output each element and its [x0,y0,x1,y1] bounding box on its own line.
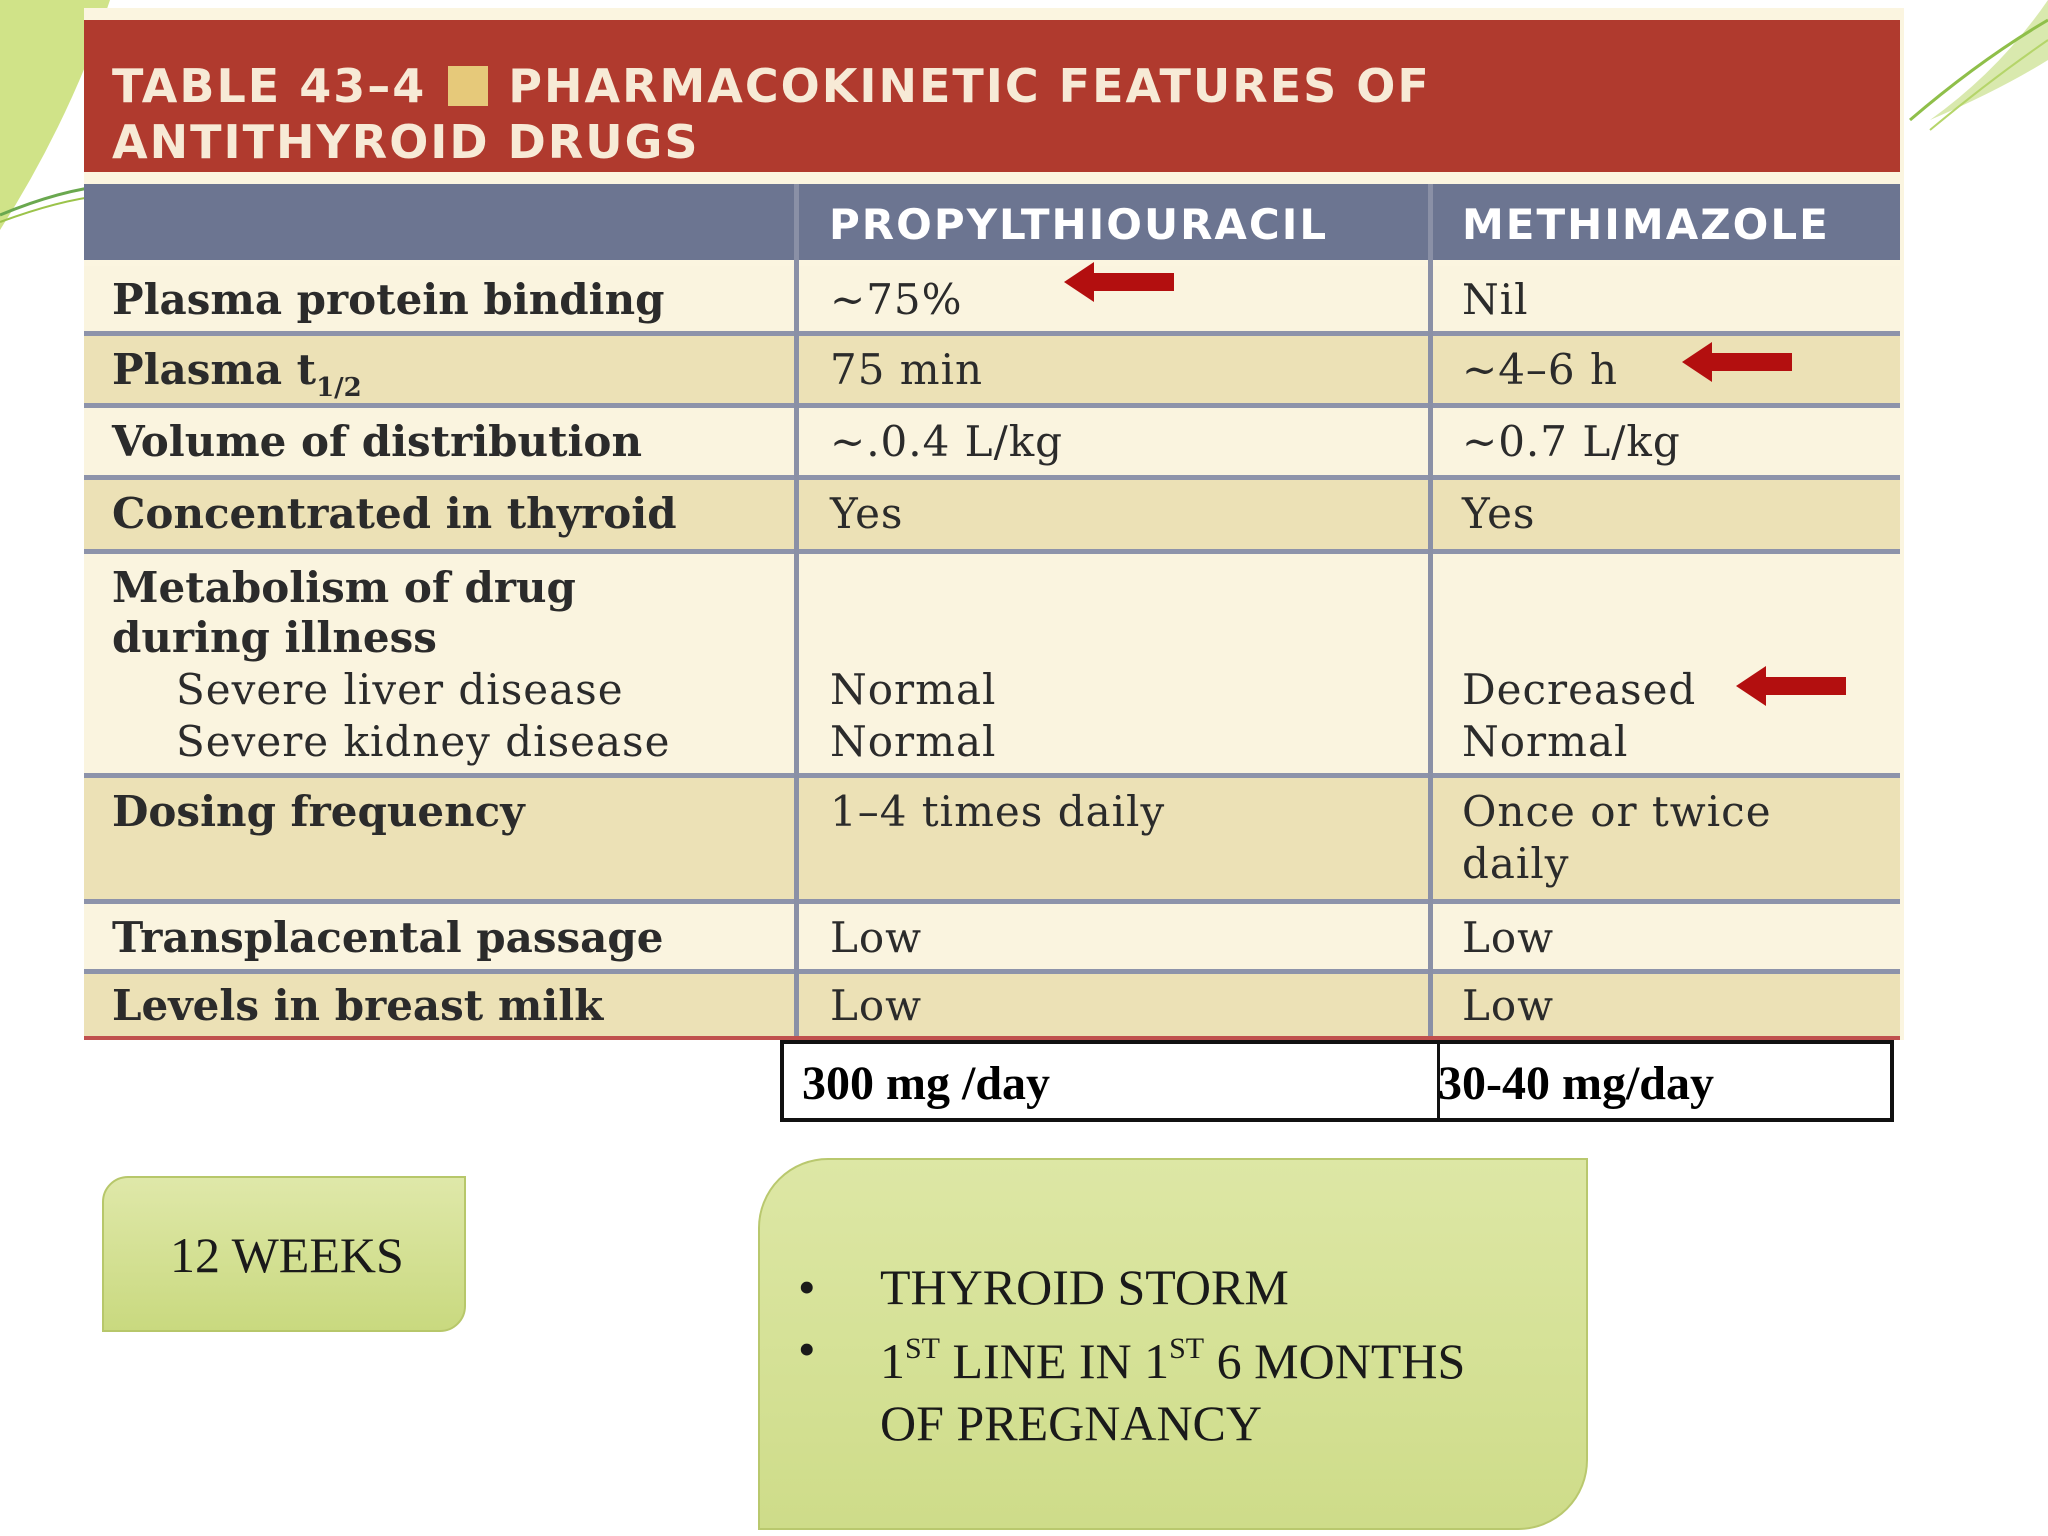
sub-label-kidney: Severe kidney disease [176,717,671,766]
row-label-text: Plasma t [112,345,317,394]
arrow-left-icon [1736,666,1846,706]
table-number: TABLE 43–4 [112,59,427,113]
row-label: Plasma protein binding [112,275,665,324]
column-divider [794,184,799,1036]
mmi-value: Low [1462,913,1555,962]
mmi-value: Nil [1462,275,1529,324]
table-row [84,554,1900,778]
mmi-value: Yes [1462,489,1536,538]
ptu-value: 1–4 times daily [830,787,1166,836]
sub-label-liver: Severe liver disease [176,665,624,714]
table-row [84,904,1900,974]
list-item-text: THYROID STORM [880,1259,1289,1315]
table-title-line1 [112,58,1431,114]
row-label-continued: during illness [112,613,437,662]
mmi-value-liver: Decreased [1462,665,1697,714]
table-row [84,974,1900,1036]
mmi-value: ~4–6 h [1462,345,1619,394]
ptu-dose: 300 mg /day [802,1057,1051,1110]
table-title-line2: ANTITHYROID DRUGS [112,115,700,169]
mmi-value-kidney: Normal [1462,717,1629,766]
list-item-text: OF PREGNANCY [880,1395,1263,1451]
table-title-text: PHARMACOKINETIC FEATURES OF [508,59,1431,113]
arrow-left-icon [1064,262,1174,302]
list-item [798,1318,1465,1392]
list-item-text: LINE IN 1 [940,1333,1170,1389]
weeks-note [102,1176,466,1332]
row-label [112,344,362,402]
row-label: Dosing frequency [112,787,525,836]
mmi-value: Low [1462,981,1555,1030]
bullet-icon: • [798,1321,816,1377]
weeks-note-text: 12 WEEKS [170,1227,404,1283]
mmi-value: ~0.7 L/kg [1462,417,1681,466]
column-header-ptu: PROPYLTHIOURACIL [829,200,1329,249]
title-square-icon [448,66,488,106]
row-label: Levels in breast milk [112,981,604,1030]
list-item-text: 6 MONTHS [1204,1333,1466,1389]
list-item-text: 1 [880,1333,905,1389]
dose-box [780,1040,1894,1122]
mmi-value-continued: daily [1462,839,1570,888]
superscript: ST [1169,1332,1205,1365]
ptu-value: ~75% [830,275,963,324]
table-row [84,480,1900,554]
ptu-value-liver: Normal [830,665,997,714]
indications-list [798,1256,1465,1454]
table-row [84,336,1900,408]
ptu-value: Low [830,981,923,1030]
table-row [84,778,1900,904]
ptu-value: 75 min [830,345,984,394]
table-row [84,266,1900,336]
top-right-swoosh-decoration [1900,0,2048,140]
half-life-subscript: 1/2 [316,373,362,403]
ptu-value: Low [830,913,923,962]
ptu-value: Yes [830,489,904,538]
list-item [798,1256,1465,1318]
ptu-value-kidney: Normal [830,717,997,766]
pharmacokinetics-table [84,8,1904,1040]
table-row [84,408,1900,480]
row-label: Transplacental passage [112,913,664,962]
arrow-left-icon [1682,342,1792,382]
superscript: ST [905,1332,941,1365]
bullet-icon: • [798,1259,816,1315]
row-label: Volume of distribution [112,417,642,466]
column-header-mmi: METHIMAZOLE [1462,200,1830,249]
indications-note [758,1158,1588,1530]
table-header-row [84,184,1900,260]
ptu-value: ~.0.4 L/kg [830,417,1064,466]
row-label: Metabolism of drug [112,563,576,612]
mmi-dose: 30-40 mg/day [1438,1057,1714,1110]
row-label: Concentrated in thyroid [112,489,677,538]
table-title-bar [84,20,1900,172]
column-divider [1428,184,1433,1036]
list-item-continuation [798,1392,1465,1454]
mmi-value: Once or twice [1462,787,1772,836]
